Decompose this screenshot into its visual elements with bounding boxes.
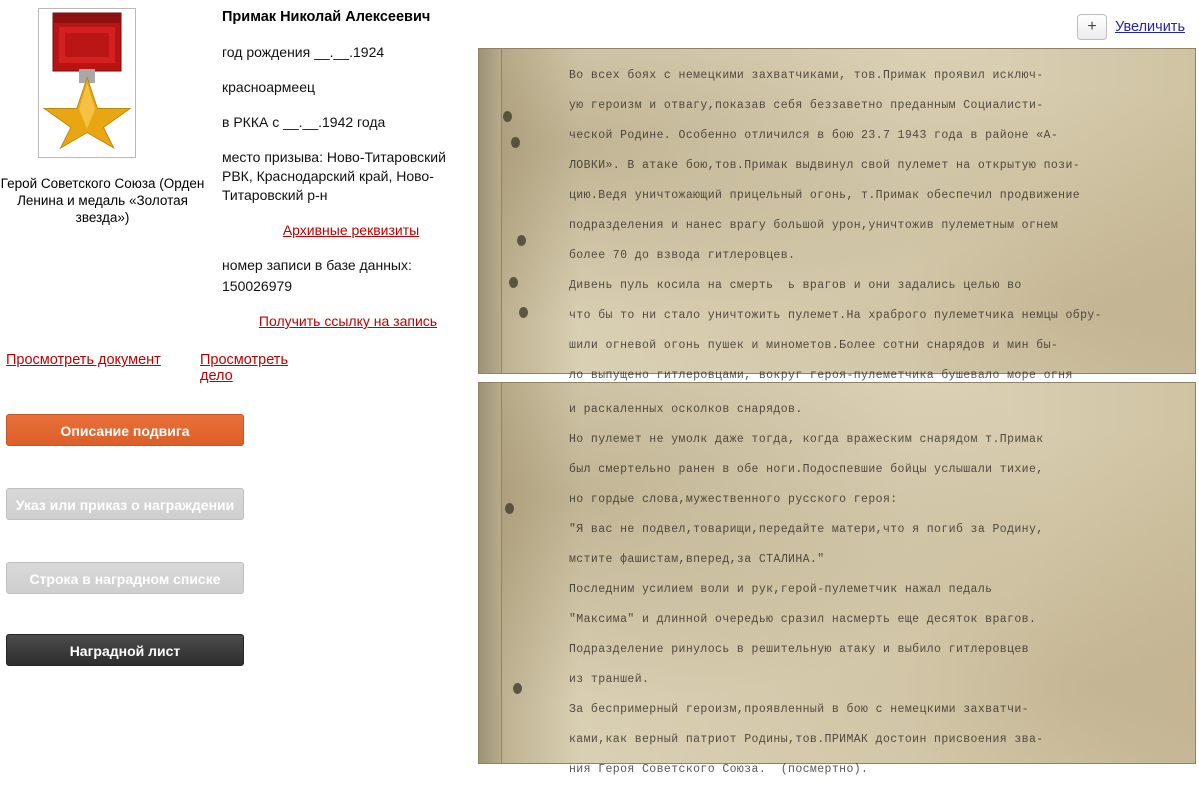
hole-punch-icon bbox=[517, 235, 526, 246]
hole-punch-icon bbox=[511, 137, 520, 148]
scan-paper-background bbox=[479, 49, 1195, 382]
draft-place: место призыва: Ново-Титаровский РВК, Краснодарский край, Ново-Титаровский р-н bbox=[222, 149, 446, 203]
hole-punch-icon bbox=[503, 111, 512, 122]
get-record-link[interactable]: Получить ссылку на запись bbox=[258, 313, 438, 329]
scan-text-bottom: и раскаленных осколков снарядов. Но пулемет не умолк даже тогда, когда вражеским снарядом т.Примак был смертельно ранен в обе ноги.Подоспевшие бойцы услышали тихие, но гордые слова,мужественного русского героя: "Я вас не подвел,товарищи,передайте матери,что я погиб за Родину, мстите фашистам,вперед,за СТАЛИНА." Последним усилием воли и рук,герой-пулеметчик нажал педаль "Максима" и длинной очередью сразил насмерть еще десяток врагов. Подразделение ринулось в решительную атаку и выбило гитлеровцев из траншей. За беспримерный героизм,проявленный в бою с немецкими захватчи- ками,как верный патриот Родины,тов.ПРИМАК достоин присвоения зва- ния Героя Советского Союза. (посмертно). bbox=[569, 403, 1044, 776]
service-start: в РККА с __.__.1942 года bbox=[222, 114, 386, 130]
hole-punch-icon bbox=[509, 277, 518, 288]
scan-left-margin bbox=[479, 383, 502, 763]
rank: красноармеец bbox=[222, 79, 316, 95]
person-info-panel bbox=[222, 8, 470, 331]
zoom-label-link[interactable]: Увеличить bbox=[1115, 19, 1185, 35]
hole-punch-icon bbox=[505, 503, 514, 514]
scan-text-top: Во всех боях с немецкими захватчиками, тов.Примак проявил исключ- ую героизм и отвагу,показав себя беззаветно преданным Социалисти- ческой Родине. Особенно отличился в бою 23.7 1943 года в районе «А- ЛОВКИ». В атаке бою,тов.Примак выдвинул свой пулемет на открытую пози- цию.Ведя уничтожающий прицельный огонь, т.Примак обеспечил продвижение подразделения и нанес врагу большой урон,уничтожив пулеметным огнем более 70 до взвода гитлеровцев. Дивень пуль косила на смерть ь врагов и они задались целью во что бы то ни стало уничтожить пулемет.На храброго пулеметчика немцы обру- шили огневой огонь пушек и минометов.Более сотни снарядов и мин бы- ло выпущено гитлеровцами, вокруг героя-пулеметчика бушевало море огня bbox=[569, 69, 1102, 382]
award-document-scan-bottom[interactable] bbox=[478, 382, 1196, 776]
medal-image bbox=[38, 8, 136, 158]
zoom-in-icon[interactable]: + bbox=[1077, 14, 1107, 40]
decree-or-order-button[interactable]: Указ или приказ о награждении bbox=[6, 488, 244, 520]
scan-left-margin bbox=[479, 49, 502, 373]
scan-paper-background bbox=[479, 383, 1195, 776]
db-record-label: номер записи в базе данных: bbox=[222, 257, 412, 273]
hole-punch-icon bbox=[513, 683, 522, 694]
view-case-link[interactable]: Просмотреть дело bbox=[200, 352, 288, 384]
gold-star-medal-icon bbox=[39, 9, 135, 157]
birth-year: год рождения __.__.1924 bbox=[222, 44, 385, 60]
hole-punch-icon bbox=[519, 307, 528, 318]
db-record-number: 150026979 bbox=[222, 278, 293, 294]
zoom-control bbox=[1077, 14, 1185, 40]
archive-details-link[interactable]: Архивные реквизиты bbox=[282, 222, 420, 238]
award-sheet-button[interactable]: Наградной лист bbox=[6, 634, 244, 666]
medal-caption: Герой Советского Союза (Орден Ленина и медаль «Золотая звезда») bbox=[0, 176, 205, 225]
person-name: Примак Николай Алексеевич bbox=[222, 9, 431, 25]
view-document-link[interactable]: Просмотреть документ bbox=[6, 352, 161, 368]
award-list-line-button[interactable]: Строка в наградном списке bbox=[6, 562, 244, 594]
feat-description-button[interactable]: Описание подвига bbox=[6, 414, 244, 446]
award-document-scan-top[interactable] bbox=[478, 48, 1196, 382]
